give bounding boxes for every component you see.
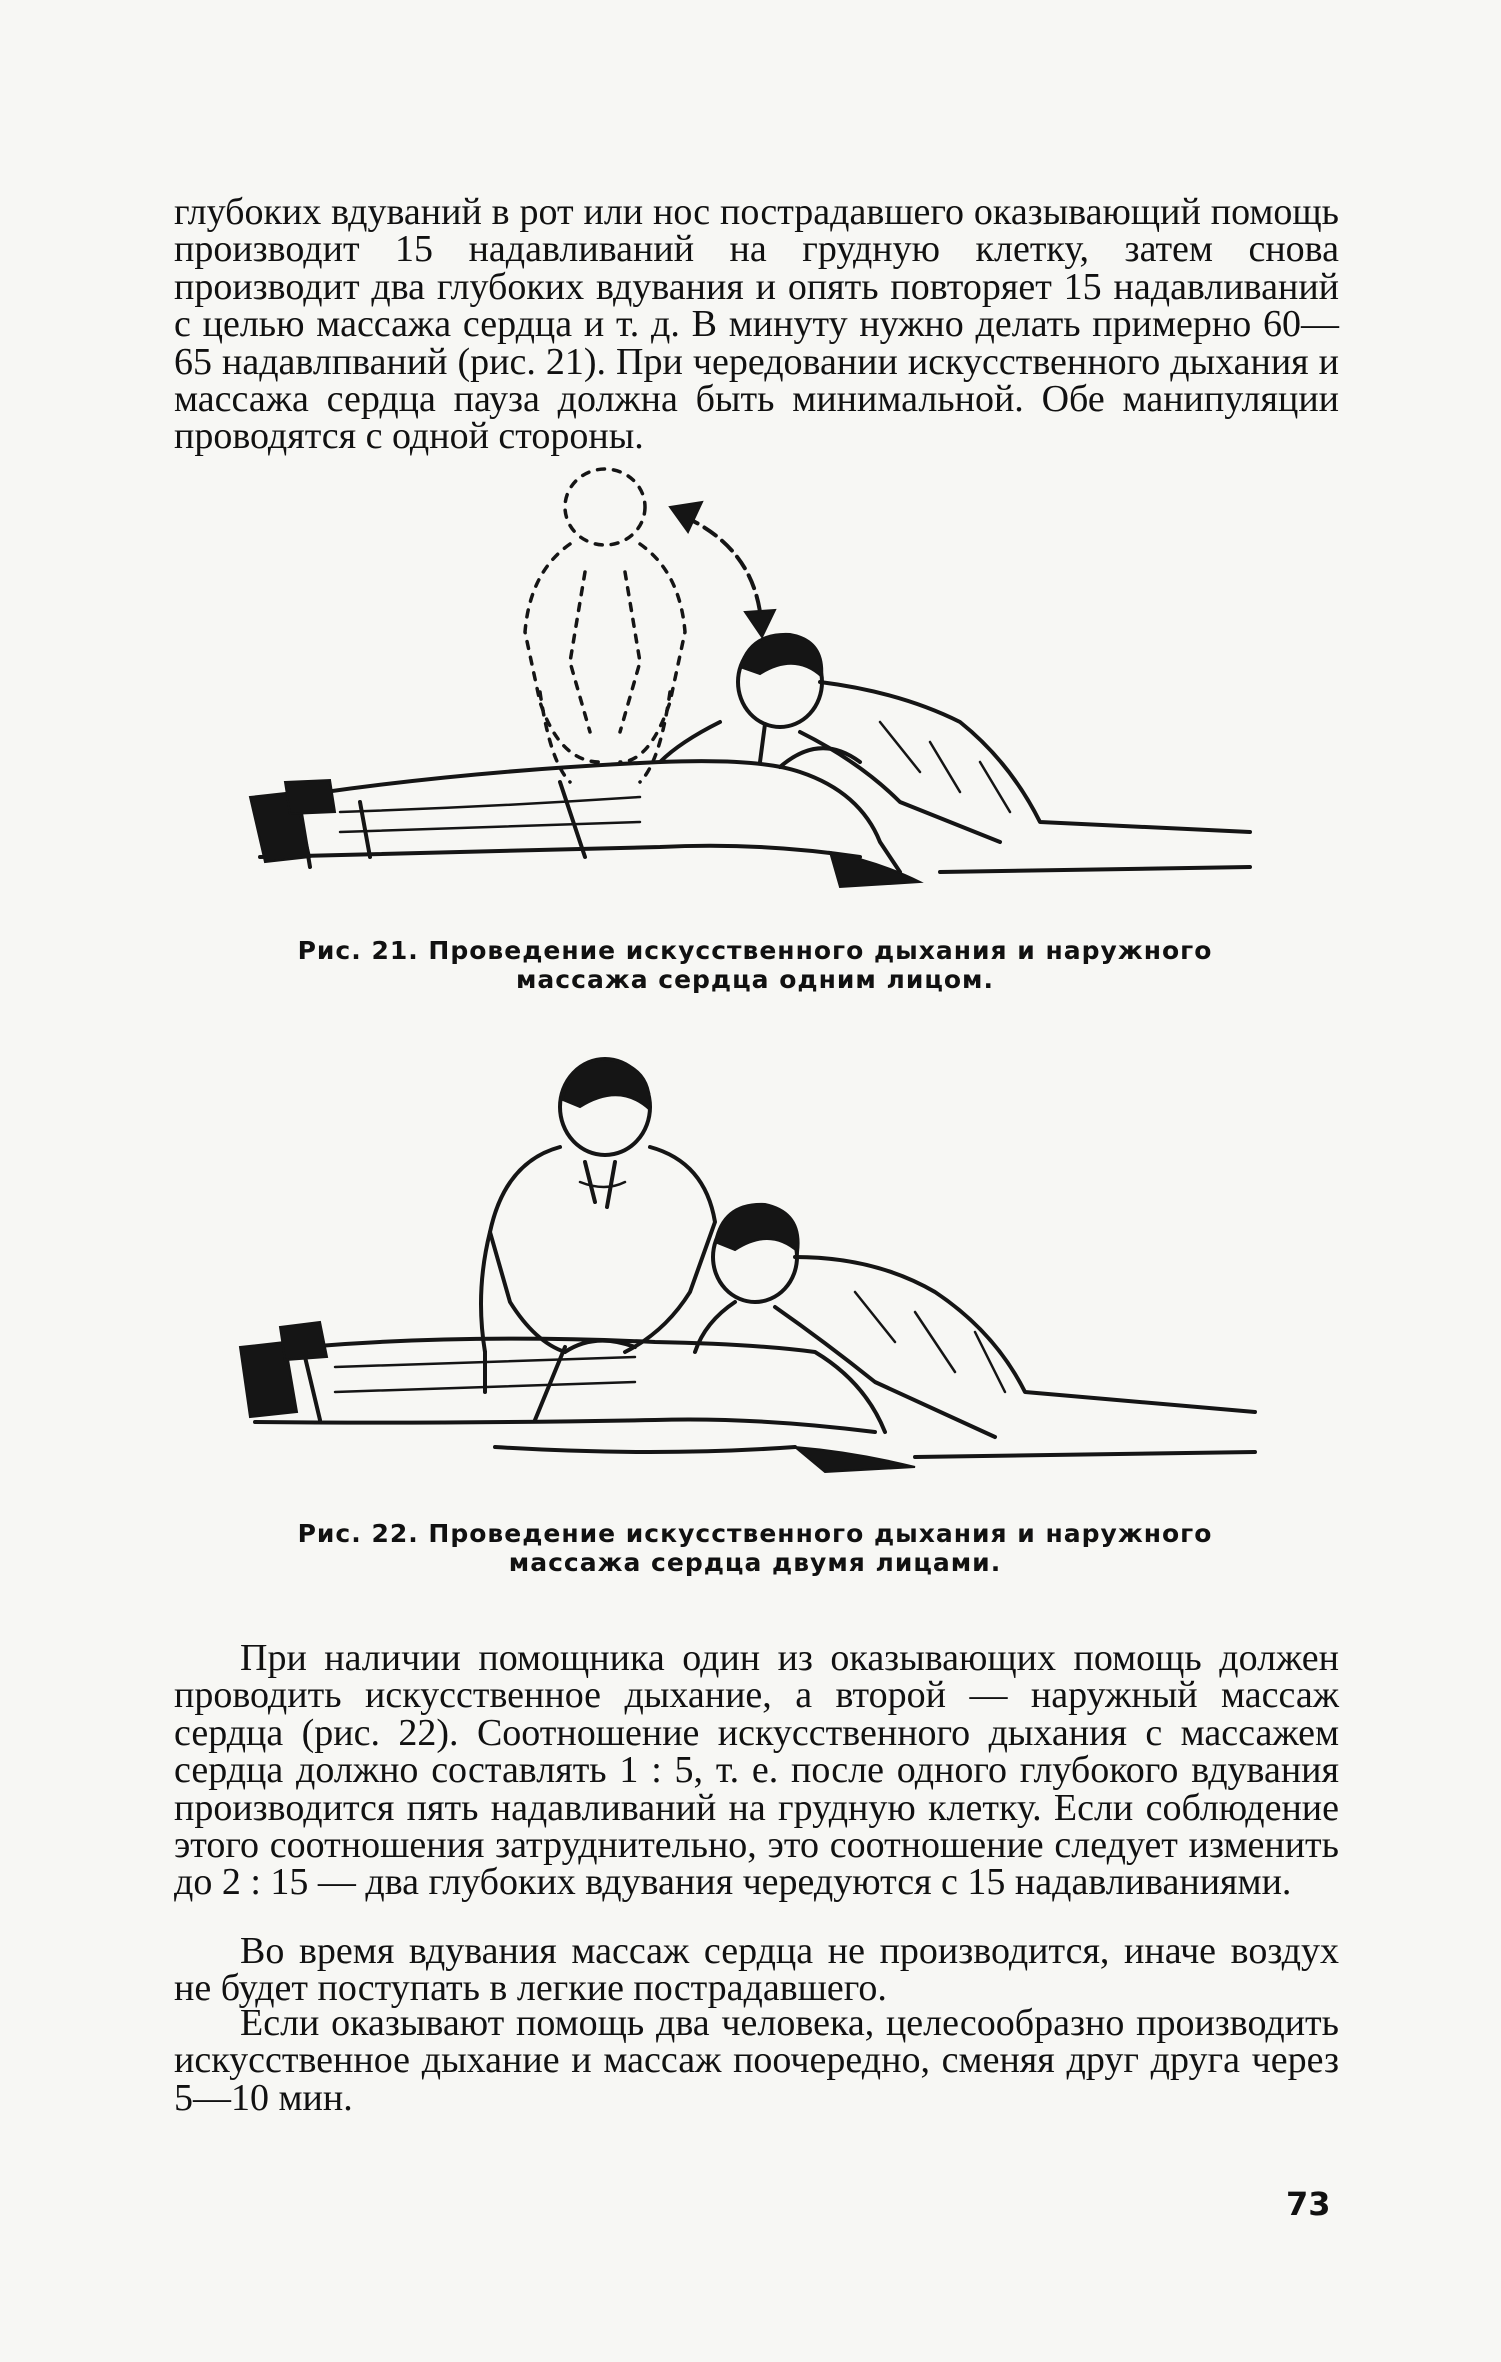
cpr-two-rescuers-drawing — [235, 1052, 1270, 1482]
paragraph-continuation: глубоких вдуваний в рот или нос пострадавшего оказывающий помощь производит 15 надавливаний на грудную клетку, затем снова производит два глубоких вдувания и опять повторяет 15 надавливаний с целью массажа сердца и т. д. В минуту нужно делать примерно 60—65 надавлпваний (рис. 21). При чередовании искусственного дыхания и массажа сердца пауза должна быть минимальной. Обе манипуляции проводятся с одной стороны. — [174, 191, 1339, 458]
rescuer-leaning — [660, 634, 1250, 887]
rescuer-breathing — [695, 1204, 1255, 1472]
patient-lying — [240, 1322, 885, 1452]
page-number: 73 — [1286, 2185, 1331, 2223]
paragraph-two-rescuers: При наличии помощника один из оказывающих помощь должен проводить искусственное дыхание, а второй — наружный массаж сердца (рис. 22). Соотношение искусственного дыхания с массажем сердца должно составлять 1 : 5, т. е. после одного глубокого вдувания производится пять надавливаний на грудную клетку. Если соблюдение этого соотношения затруднительно, это соотношение следует изменить до 2 : 15 — два глубоких вдувания чередуются с 15 надавливаниями. — [174, 1637, 1339, 1904]
figure-21-caption: Рис. 21. Проведение искусственного дыхания и наружного массажа сердца одним лицом. — [297, 936, 1213, 994]
dashed-rescuer-outline — [525, 469, 685, 782]
figure-22-caption: Рис. 22. Проведение искусственного дыхания и наружного массажа сердца двумя лицами. — [297, 1519, 1213, 1577]
curved-arrow-icon — [670, 502, 775, 637]
figure-21-illustration — [240, 462, 1270, 902]
paragraph-during-breaths: Во время вдувания массаж сердца не производится, иначе воздух не будет поступать в легкие пострадавшего. — [174, 1930, 1339, 2010]
cpr-one-rescuer-drawing — [240, 462, 1270, 902]
paragraph-alternate: Если оказывают помощь два человека, целесообразно производить искусственное дыхание и массаж поочередно, сменяя друг друга через 5—10 мин. — [174, 2002, 1339, 2119]
figure-22-illustration — [235, 1052, 1270, 1482]
patient-lying — [250, 748, 900, 872]
